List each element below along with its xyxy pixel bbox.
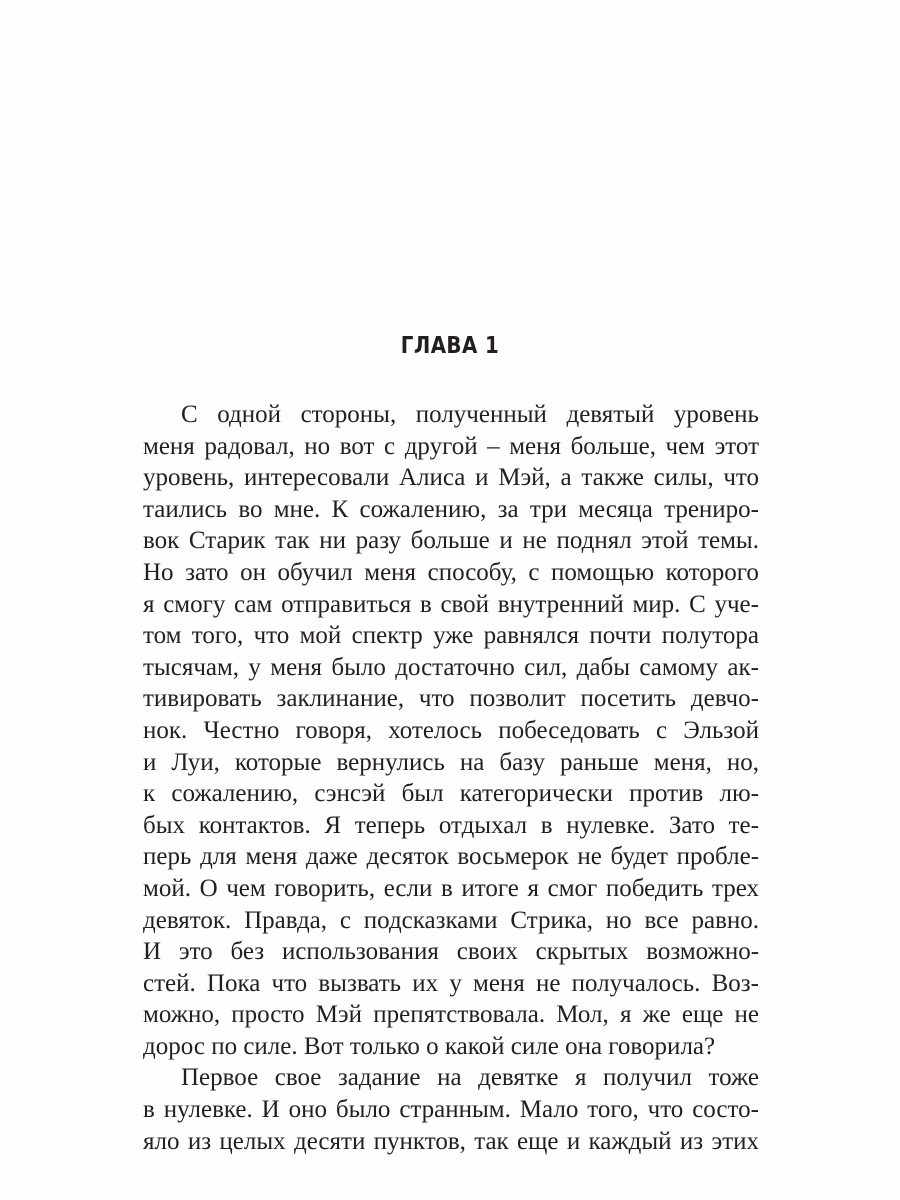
text-line: И это без использования своих скрытых возможно- xyxy=(143,938,760,966)
text-line: мой. О чем говорить, если в итоге я смог победить трех xyxy=(143,874,759,902)
text-line: таились во мне. К сожалению, за три месяца трениро- xyxy=(143,495,760,523)
text-line: тивировать заклинание, что позволит посетить девчо- xyxy=(143,685,759,713)
text-line: вок Старик так ни разу больше и не поднял этой темы. xyxy=(143,527,759,555)
text-line: дорос по силе. Вот только о какой силе она говорила? xyxy=(143,1032,716,1060)
text-line: перь для меня даже десяток восьмерок не будет пробле- xyxy=(143,843,760,871)
text-line: стей. Пока что вызвать их у меня не получалось. Воз- xyxy=(143,969,759,997)
text-line: уровень, интересовали Алиса и Мэй, а также силы, что xyxy=(143,464,759,492)
chapter-title: ГЛАВА 1 xyxy=(400,333,500,359)
text-line: нок. Честно говоря, хотелось побеседовать с Эльзой xyxy=(143,716,759,744)
text-line: я смогу сам отправиться в свой внутренний мир. С уче- xyxy=(143,590,759,618)
text-line: Но зато он обучил меня способу, с помощью которого xyxy=(143,558,759,586)
text-line: меня радовал, но вот с другой – меня больше, чем этот xyxy=(143,432,759,460)
text-line: в нулевке. И оно было странным. Мало того, что состо- xyxy=(143,1096,759,1124)
text-line: можно, просто Мэй препятствовала. Мол, я же еще не xyxy=(143,1001,760,1029)
text-line: тысячам, у меня было достаточно сил, дабы самому ак- xyxy=(143,653,759,681)
text-line: и Луи, которые вернулись на базу раньше меня, но, xyxy=(143,748,759,776)
paragraph-2 xyxy=(143,1062,759,1157)
chapter-body xyxy=(143,399,759,1157)
text-line: Первое свое задание на девятке я получил тоже xyxy=(181,1064,759,1092)
text-line: яло из целых десяти пунктов, так еще и каждый из этих xyxy=(143,1127,760,1155)
text-line: том того, что мой спектр уже равнялся почти полутора xyxy=(143,622,759,650)
text-line: к сожалению, сэнсэй был категорически против лю- xyxy=(143,780,759,808)
text-line: бых контактов. Я теперь отдыхал в нулевке. Зато те- xyxy=(143,811,759,839)
text-line: девяток. Правда, с подсказками Стрика, но все равно. xyxy=(143,906,760,934)
paragraph-1 xyxy=(143,399,759,1062)
text-line: С одной стороны, полученный девятый уровень xyxy=(181,401,759,428)
